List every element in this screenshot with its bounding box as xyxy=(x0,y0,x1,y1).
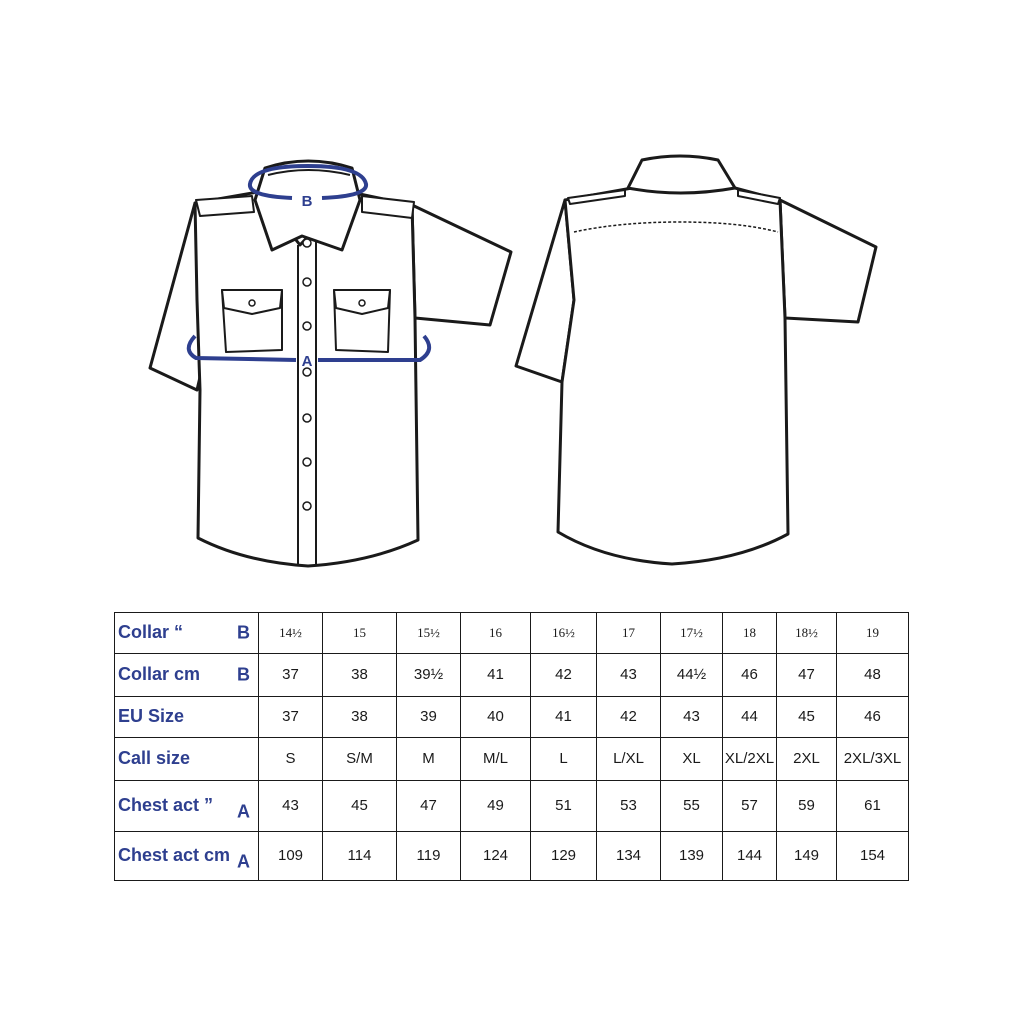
back-right-sleeve xyxy=(780,200,876,322)
size-cell: 17 xyxy=(597,613,661,654)
size-cell: 38 xyxy=(323,696,397,737)
size-cell: 46 xyxy=(723,653,777,696)
size-cell: 18 xyxy=(723,613,777,654)
size-cell: XL/2XL xyxy=(723,737,777,780)
size-cell: 39 xyxy=(397,696,461,737)
size-cell: 47 xyxy=(777,653,837,696)
size-cell: 43 xyxy=(259,780,323,831)
size-row-label-text: Call size xyxy=(118,748,191,769)
size-row-label xyxy=(115,696,259,737)
size-cell: 40 xyxy=(461,696,531,737)
size-cell: 55 xyxy=(661,780,723,831)
front-left-epaulette xyxy=(196,196,254,216)
size-cell: 15½ xyxy=(397,613,461,654)
size-cell: 41 xyxy=(531,696,597,737)
size-cell: L/XL xyxy=(597,737,661,780)
size-cell: 42 xyxy=(597,696,661,737)
size-chart-table xyxy=(114,612,909,881)
size-row-marker: A xyxy=(237,801,250,822)
shirt-front-view xyxy=(150,161,511,566)
size-cell: M xyxy=(397,737,461,780)
size-cell: S/M xyxy=(323,737,397,780)
size-cell: 37 xyxy=(259,696,323,737)
collar-measure-letter: B xyxy=(301,193,313,210)
size-cell: 59 xyxy=(777,780,837,831)
front-right-sleeve xyxy=(412,205,511,325)
size-row-label xyxy=(115,613,259,654)
size-cell: 154 xyxy=(837,831,909,880)
size-row-label-text: Chest act ” xyxy=(118,795,214,816)
size-cell: XL xyxy=(661,737,723,780)
size-cell: 42 xyxy=(531,653,597,696)
size-row-label xyxy=(115,780,259,831)
size-cell: S xyxy=(259,737,323,780)
size-cell: 39½ xyxy=(397,653,461,696)
front-pocket-button xyxy=(249,300,255,306)
size-cell: L xyxy=(531,737,597,780)
size-row xyxy=(115,737,909,780)
size-cell: 37 xyxy=(259,653,323,696)
size-cell: 51 xyxy=(531,780,597,831)
size-row-label xyxy=(115,653,259,696)
size-cell: 134 xyxy=(597,831,661,880)
chest-measure-letter: A xyxy=(301,353,313,370)
size-cell: 38 xyxy=(323,653,397,696)
size-cell: 144 xyxy=(723,831,777,880)
size-row-marker: B xyxy=(237,622,250,643)
size-cell: 53 xyxy=(597,780,661,831)
size-cell: 43 xyxy=(661,696,723,737)
front-button xyxy=(303,322,311,330)
size-cell: 49 xyxy=(461,780,531,831)
size-cell: 114 xyxy=(323,831,397,880)
size-cell: 41 xyxy=(461,653,531,696)
size-row-label-text: Collar “ xyxy=(118,622,184,643)
size-cell: M/L xyxy=(461,737,531,780)
shirt-back-view xyxy=(516,156,876,564)
front-pocket-button xyxy=(359,300,365,306)
front-button xyxy=(303,502,311,510)
size-cell: 16 xyxy=(461,613,531,654)
size-cell: 43 xyxy=(597,653,661,696)
size-row-label xyxy=(115,831,259,880)
size-cell: 61 xyxy=(837,780,909,831)
size-row-label-text: Collar cm xyxy=(118,664,201,685)
size-cell: 17½ xyxy=(661,613,723,654)
size-row xyxy=(115,831,909,880)
size-cell: 139 xyxy=(661,831,723,880)
size-row-label xyxy=(115,737,259,780)
size-cell: 18½ xyxy=(777,613,837,654)
size-cell: 2XL xyxy=(777,737,837,780)
size-cell: 2XL/3XL xyxy=(837,737,909,780)
size-chart-body xyxy=(115,613,909,881)
size-cell: 14½ xyxy=(259,613,323,654)
size-cell: 45 xyxy=(323,780,397,831)
size-cell: 46 xyxy=(837,696,909,737)
back-body xyxy=(558,188,788,564)
front-button xyxy=(303,458,311,466)
size-row xyxy=(115,696,909,737)
size-cell: 15 xyxy=(323,613,397,654)
front-button xyxy=(303,414,311,422)
size-cell: 129 xyxy=(531,831,597,880)
size-cell: 16½ xyxy=(531,613,597,654)
size-row-marker: A xyxy=(237,851,250,872)
size-row-label-text: EU Size xyxy=(118,706,185,727)
size-cell: 44½ xyxy=(661,653,723,696)
size-row-label-text: Chest act cm xyxy=(118,845,231,866)
size-cell: 47 xyxy=(397,780,461,831)
size-cell: 119 xyxy=(397,831,461,880)
size-row-marker: B xyxy=(237,664,250,685)
back-collar xyxy=(628,156,735,193)
size-cell: 19 xyxy=(837,613,909,654)
size-cell: 124 xyxy=(461,831,531,880)
size-cell: 149 xyxy=(777,831,837,880)
size-row xyxy=(115,613,909,654)
size-row xyxy=(115,780,909,831)
size-cell: 109 xyxy=(259,831,323,880)
front-button xyxy=(303,239,311,247)
size-cell: 48 xyxy=(837,653,909,696)
front-button xyxy=(303,278,311,286)
size-cell: 57 xyxy=(723,780,777,831)
size-cell: 44 xyxy=(723,696,777,737)
size-row xyxy=(115,653,909,696)
size-cell: 45 xyxy=(777,696,837,737)
